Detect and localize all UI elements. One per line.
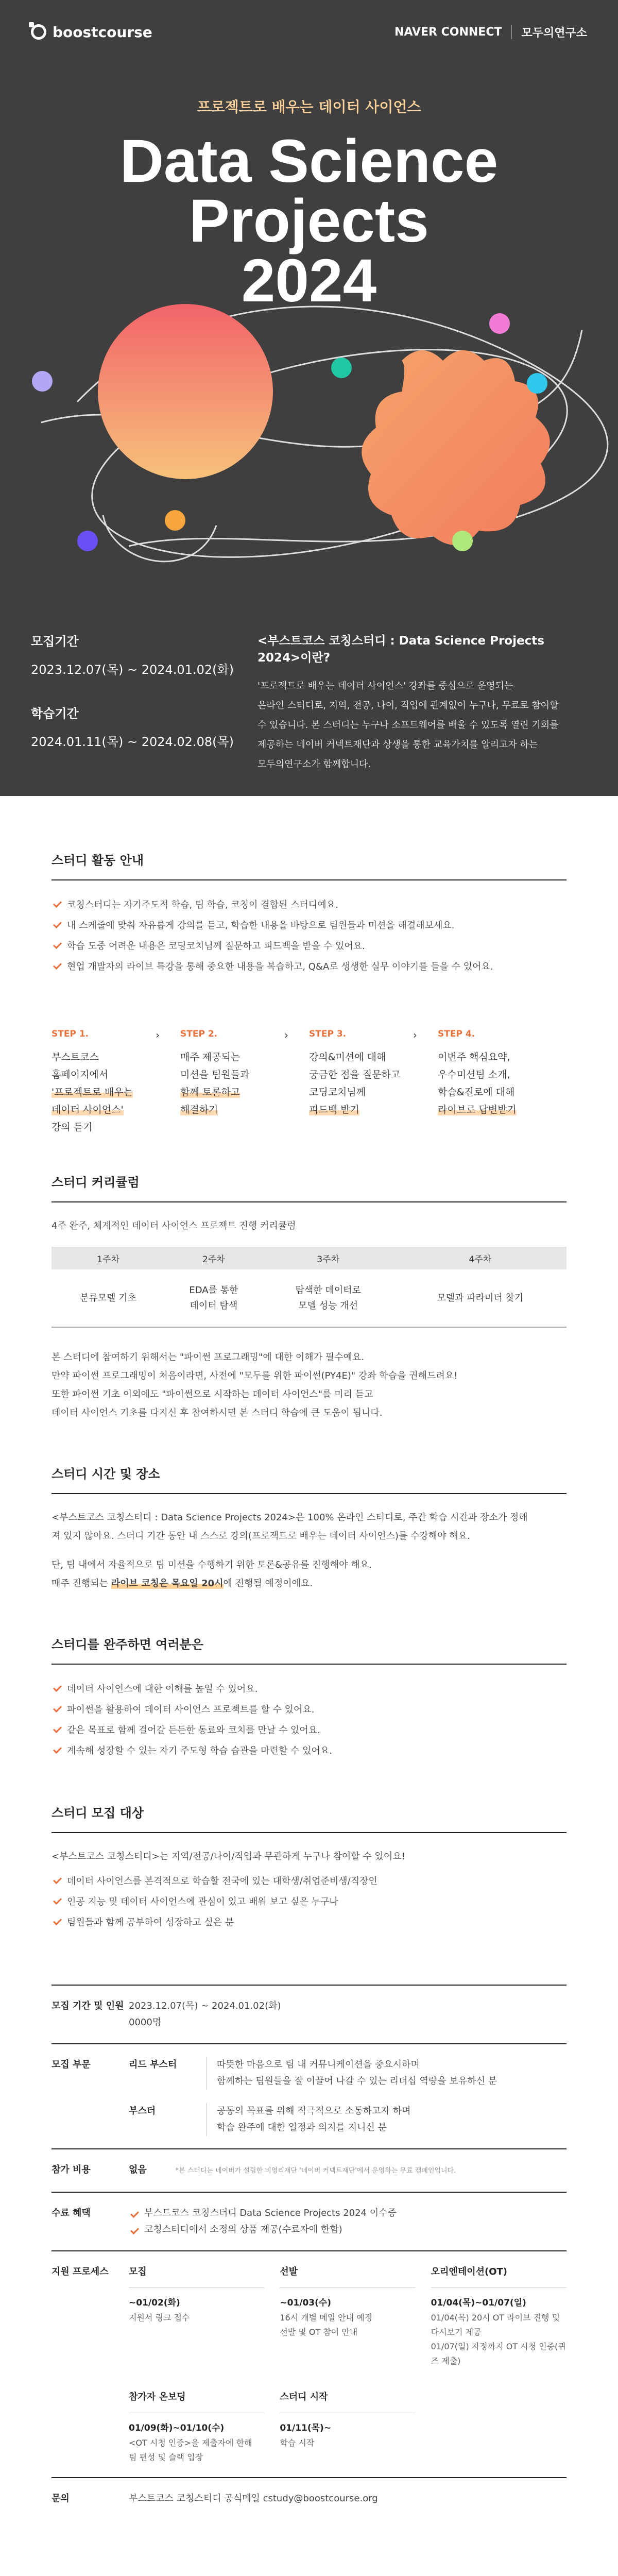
- week-header: 2주차: [165, 1247, 263, 1269]
- topic-cell: 모델과 파라미터 찾기: [393, 1269, 566, 1327]
- note-line: 또한 파이썬 기초 이외에도 "파이썬으로 시작하는 데이터 사이언스"를 미리 듣고: [52, 1389, 373, 1400]
- process-step: 스터디 시작 01/11(목)~ 학습 시작: [280, 2389, 415, 2465]
- step-line: 이번주 핵심요약,: [438, 1052, 510, 1063]
- main-content: [0, 850, 618, 2519]
- role-name: 부스터: [129, 2106, 156, 2116]
- list-item: 코칭스터디는 자기주도적 학습, 팀 학습, 코칭이 결합된 스터디예요.: [52, 895, 566, 916]
- period-row: [52, 1985, 566, 2043]
- list-item: 현업 개발자의 라이브 특강을 통해 중요한 내용을 복습하고, Q&A로 생생한 실무 이야기를 들을 수 있어요.: [52, 957, 566, 977]
- step-line: 매주 제공되는: [180, 1052, 241, 1063]
- steps: [52, 1029, 566, 1136]
- process-label: 지원 프로세스: [52, 2266, 109, 2277]
- curriculum-intro: 4주 완주, 체계적인 데이터 사이언스 프로젝트 진행 커리큘럼: [52, 1221, 296, 1231]
- role-booster: [129, 2103, 566, 2136]
- benefit-title: 스터디를 완주하면 여러분은: [52, 1634, 566, 1665]
- divider: [511, 25, 512, 39]
- week-header: 4주차: [393, 1247, 566, 1269]
- step-text: [180, 1048, 299, 1118]
- list-item: 내 스케줄에 맞춰 자유롭게 강의를 듣고, 학습한 내용을 바탕으로 팀원들과 미션을 해결해보세요.: [52, 916, 566, 936]
- hero-title-line: Data Science: [119, 127, 499, 195]
- process-value: [129, 2264, 566, 2465]
- schedule-line: <부스트코스 코칭스터디 : Data Science Projects 2024>은 100% 온라인 스터디로, 주간 학습 시간과 장소가 정해: [52, 1512, 528, 1523]
- note-line: 본 스터디에 참여하기 위해서는 "파이썬 프로그래밍"에 대한 이해가 필수예요.: [52, 1352, 365, 1363]
- process-step: 모집 ~01/02(화) 지원서 링크 접수: [129, 2264, 264, 2368]
- step-line: 강의 듣기: [52, 1122, 93, 1133]
- list-item: 같은 목표로 함께 걸어갈 든든한 동료와 코치를 만날 수 있어요.: [52, 1720, 566, 1741]
- process-step: 선발 ~01/03(수) 16시 개별 메일 안내 예정 선발 및 OT 참여 안내: [280, 2264, 415, 2368]
- schedule-line: 져 있지 않아요. 스터디 기간 동안 내 스스로 강의(프로젝트로 배우는 데이터 사이언스)를 수강해야 해요.: [52, 1531, 470, 1541]
- about-description: [258, 676, 587, 774]
- roles-label: 모집 부문: [52, 2059, 91, 2070]
- about-line: 제공하는 네이버 커넥트재단과 상생을 통한 교육가치를 알리고자 하는: [258, 739, 538, 750]
- topic-cell: 탐색한 데이터로 모델 성능 개선: [263, 1269, 394, 1327]
- step-number: STEP 1.: [52, 1029, 89, 1039]
- modulabs-logo[interactable]: 모두의연구소: [521, 26, 587, 40]
- step-1: [52, 1029, 180, 1136]
- step-line: 함께 토론하고: [180, 1087, 241, 1098]
- live-coaching-highlight: 라이브 코칭은 목요일 20시: [111, 1578, 224, 1589]
- role-desc: 공동의 목표를 위해 적극적으로 소통하고자 하며 학습 완주에 대한 열정과 의지를 지니신 분: [206, 2103, 566, 2136]
- step-number: STEP 2.: [180, 1029, 218, 1039]
- step-line: 라이브로 답변받기: [438, 1104, 517, 1115]
- top-header: [31, 16, 587, 47]
- hero-title-line: Projects: [189, 187, 429, 255]
- schedule-line: 매주 진행되는 라이브 코칭은 목요일 20시에 진행될 예정이에요.: [52, 1578, 313, 1589]
- note-line: 데이터 사이언스 기초를 다지신 후 참여하시면 본 스터디 학습에 큰 도움이 됩니다.: [52, 1408, 383, 1418]
- week-header: 1주차: [52, 1247, 165, 1269]
- step-4: [438, 1029, 566, 1136]
- week-header: 3주차: [263, 1247, 394, 1269]
- hero-about: [258, 631, 587, 775]
- benefit-section: [52, 1634, 566, 1761]
- list-item: 데이터 사이언스를 본격적으로 학습할 전국에 있는 대학생/취업준비생/직장인: [52, 1871, 566, 1892]
- about-line: 수 있습니다. 본 스터디는 누구나 소프트웨어를 배울 수 있도록 열린 기회를: [258, 720, 559, 731]
- step-line: 학습&진로에 대해: [438, 1087, 515, 1098]
- contact-row: [52, 2477, 566, 2519]
- target-section: [52, 1803, 566, 1933]
- contact-label: 문의: [52, 2493, 70, 2504]
- step-text: [309, 1048, 427, 1118]
- topic-cell: EDA를 통한 데이터 탐색: [165, 1269, 263, 1327]
- hero-title: [0, 127, 618, 315]
- schedule-title: 스터디 시간 및 장소: [52, 1464, 566, 1494]
- hero-title-line: 2024: [241, 247, 377, 315]
- partner-logos: [394, 24, 587, 40]
- list-item: 부스트코스 코칭스터디 Data Science Projects 2024 이수증: [129, 2205, 566, 2222]
- step-text: [52, 1048, 170, 1136]
- cert-list: [129, 2205, 566, 2238]
- study-value: 2024.01.11(목) ~ 2024.02.08(목): [31, 735, 234, 749]
- step-text: [438, 1048, 556, 1118]
- process-step: 오리엔테이션(OT) 01/04(목)~01/07(일) 01/04(목) 20시 OT 라이브 진행 및 다시보기 제공 01/07(일) 자정까지 OT 시청 인증(퀴즈 제출): [431, 2264, 566, 2368]
- roles-value: [129, 2057, 566, 2136]
- list-item: 학습 도중 어려운 내용은 코딩코치님께 질문하고 피드백을 받을 수 있어요.: [52, 936, 566, 957]
- naver-connect-logo[interactable]: NAVER CONNECT: [394, 25, 502, 39]
- period-label: 모집 기간 및 인원: [52, 2001, 124, 2011]
- recruit-value: 2023.12.07(목) ~ 2024.01.02(화): [31, 663, 234, 677]
- schedule-line: 단, 팀 내에서 자율적으로 팀 미션을 수행하기 위한 토론&공유를 진행해야 해요.: [52, 1560, 372, 1570]
- role-desc: 따뜻한 마음으로 팀 내 커뮤니케이션을 중요시하며 함께하는 팀원들을 잘 이끌어 나갈 수 있는 리더십 역량을 보유하신 분: [206, 2057, 566, 2090]
- about-line: 모두의연구소가 함께합니다.: [258, 759, 371, 770]
- cert-row: [52, 2192, 566, 2250]
- hero-info: [31, 631, 587, 775]
- activity-list: [52, 895, 566, 977]
- fee-amount: 없음: [129, 2164, 147, 2175]
- step-line: 홈페이지에서: [52, 1069, 109, 1080]
- roles-row: [52, 2043, 566, 2148]
- chevron-right-icon: ›: [284, 1029, 288, 1041]
- list-item: 인공 지능 및 데이터 사이언스에 관심이 있고 배워 보고 싶은 누구나: [52, 1892, 566, 1912]
- hero-subtitle: 프로젝트로 배우는 데이터 사이언스: [197, 98, 421, 115]
- about-title: <부스트코스 코칭스터디 : Data Science Projects 2024>이란?: [258, 634, 544, 665]
- study-label: 학습기간: [31, 706, 79, 721]
- fee-value: [129, 2162, 566, 2179]
- step-line: '프로젝트로 배우는: [52, 1087, 133, 1098]
- topic-cell: 분류모델 기초: [52, 1269, 165, 1327]
- boostcourse-logo-icon: [31, 24, 46, 40]
- activity-section: [52, 850, 566, 1136]
- step-line: 궁금한 점을 질문하고: [309, 1069, 401, 1080]
- step-3: [309, 1029, 438, 1136]
- chevron-right-icon: ›: [156, 1029, 160, 1041]
- list-item: 파이썬을 활용하여 데이터 사이언스 프로젝트를 할 수 있어요.: [52, 1700, 566, 1720]
- role-lead: [129, 2057, 566, 2090]
- hero-dates: [31, 631, 237, 775]
- fee-note: *본 스터디는 네이버가 설립한 비영리재단 '네이버 커넥트재단'에서 운영하는 무료 캠페인입니다.: [175, 2167, 456, 2175]
- step-number: STEP 4.: [438, 1029, 475, 1039]
- list-item: 팀원들과 함께 공부하여 성장하고 싶은 분: [52, 1912, 566, 1933]
- benefit-list: [52, 1679, 566, 1761]
- list-item: 코칭스터디에서 소정의 상품 제공(수료자에 한함): [129, 2222, 566, 2238]
- role-name: 리드 부스터: [129, 2059, 177, 2070]
- step-2: [180, 1029, 309, 1136]
- curriculum-table: [52, 1247, 566, 1328]
- step-line: 데이터 사이언스': [52, 1104, 124, 1115]
- about-line: 온라인 스터디로, 지역, 전공, 나이, 직업에 관계없이 누구나, 무료로 참여할: [258, 700, 559, 711]
- curriculum-title: 스터디 커리큘럼: [52, 1172, 566, 1202]
- about-line: '프로젝트로 배우는 데이터 사이언스' 강좌를 중심으로 운영되는: [258, 681, 513, 691]
- target-intro: <부스트코스 코칭스터디>는 지역/전공/나이/직업과 무관하게 누구나 참여할 수 있어요!: [52, 1851, 405, 1862]
- activity-title: 스터디 활동 안내: [52, 850, 566, 880]
- step-number: STEP 3.: [309, 1029, 347, 1039]
- curriculum-section: [52, 1172, 566, 1422]
- target-list: [52, 1871, 566, 1933]
- process-grid-2: [129, 2389, 566, 2465]
- fee-row: [52, 2148, 566, 2192]
- list-item: 계속해 성장할 수 있는 자기 주도형 학습 습관을 마련할 수 있어요.: [52, 1741, 566, 1761]
- schedule-section: [52, 1464, 566, 1593]
- step-line: 부스트코스: [52, 1052, 99, 1063]
- step-line: 해결하기: [180, 1104, 218, 1115]
- step-line: 강의&미션에 대해: [309, 1052, 386, 1063]
- recruit-label: 모집기간: [31, 634, 79, 649]
- step-line: 코딩코치님께: [309, 1087, 366, 1098]
- headcount: 0000명: [129, 2017, 162, 2028]
- logo-text: boostcourse: [53, 23, 152, 41]
- chevron-right-icon: ›: [413, 1029, 417, 1041]
- process-row: [52, 2250, 566, 2477]
- cert-value: [129, 2205, 566, 2238]
- step-line: 미션을 팀원들과: [180, 1069, 250, 1080]
- process-step: 참가자 온보딩 01/09(화)~01/10(수) <OT 시청 인증>을 제출자에 한해 팀 편성 및 슬랙 입장: [129, 2389, 264, 2465]
- table-row: [52, 1269, 566, 1327]
- target-title: 스터디 모집 대상: [52, 1803, 566, 1833]
- schedule-text: [52, 1509, 566, 1593]
- step-line: 피드백 받기: [309, 1104, 359, 1115]
- step-line: 우수미션팀 소개,: [438, 1069, 510, 1080]
- details-section: [52, 1985, 566, 2519]
- orange-circle: [98, 304, 273, 479]
- hero-section: [0, 0, 618, 796]
- contact-value[interactable]: 부스트코스 코칭스터디 공식메일 cstudy@boostcourse.org: [129, 2493, 378, 2504]
- cert-label: 수료 혜택: [52, 2208, 91, 2218]
- note-line: 만약 파이썬 프로그래밍이 처음이라면, 사전에 "모두를 위한 파이썬(PY4E)" 강좌 학습을 권해드려요!: [52, 1370, 458, 1381]
- curriculum-notes: [52, 1348, 566, 1422]
- boostcourse-logo[interactable]: [31, 24, 152, 41]
- period-value: 2023.12.07(목) ~ 2024.01.02(화) 0000명: [129, 1998, 566, 2031]
- fee-label: 참가 비용: [52, 2164, 91, 2175]
- process-grid: [129, 2264, 566, 2368]
- list-item: 데이터 사이언스에 대한 이해를 높일 수 있어요.: [52, 1679, 566, 1700]
